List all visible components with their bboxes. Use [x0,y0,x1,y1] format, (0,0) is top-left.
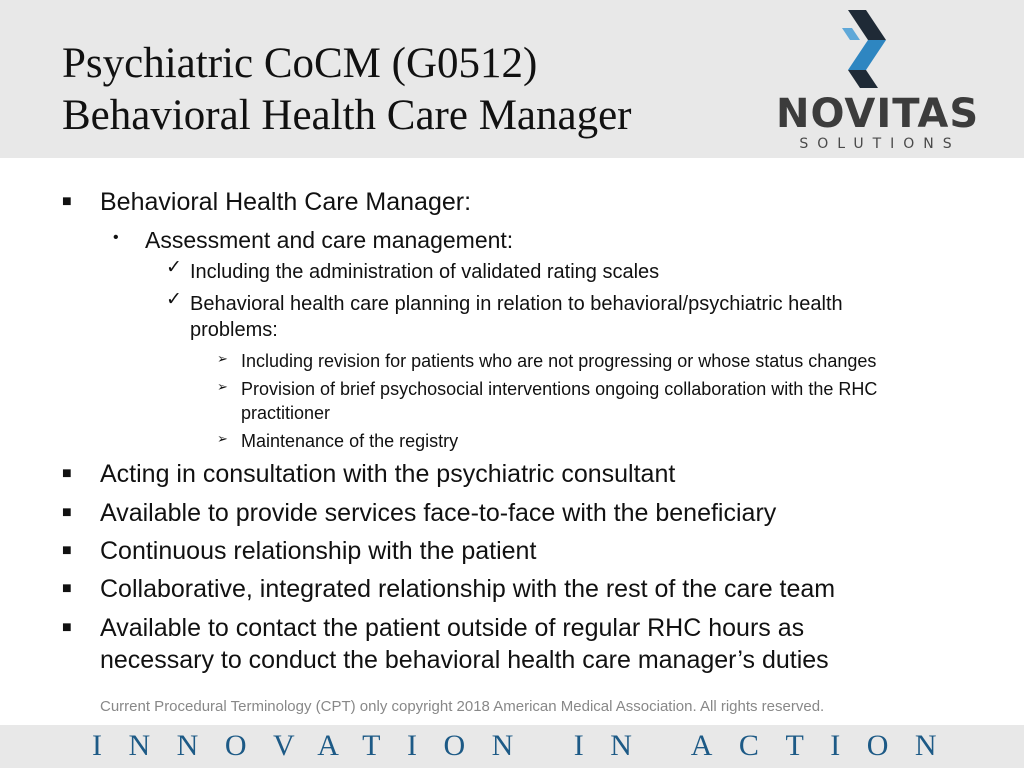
bullet-text-line-2: problems: [190,319,278,341]
bullet-text: Including revision for patients who are not progressing or whose status changes [241,351,877,371]
bullet-item [62,573,836,605]
title-line-2: Behavioral Health Care Manager [62,92,632,139]
arrow-bullet-icon: ➢ [217,379,228,394]
logo-subtitle: SOLUTIONS [799,136,961,152]
title-line-1: Psychiatric CoCM (G0512) [62,40,538,87]
bullet-text-line-2: necessary to conduct the behavioral health care manager’s duties [100,646,829,674]
bullet-text-line-1: Behavioral health care planning in relation to behavioral/psychiatric health [190,293,843,315]
bullet-text: Continuous relationship with the patient [100,537,537,565]
bullet-item [62,535,537,567]
novitas-ribbon-icon [838,10,896,92]
check-bullet-item [166,257,660,285]
slide-title [62,38,632,142]
arrow-bullet-item [217,429,459,453]
arrow-bullet-icon: ➢ [217,351,228,366]
checkmark-icon: ✓ [166,257,182,278]
arrow-bullet-item [217,349,877,373]
bullet-text-line-1: Provision of brief psychosocial interventions ongoing collaboration with the RHC [241,379,878,399]
bullet-text: Assessment and care management: [145,227,514,253]
bullet-text: Behavioral Health Care Manager: [100,188,472,216]
square-bullet-icon: ■ [62,580,72,597]
footer-bar [0,725,1024,768]
copyright-notice: Current Procedural Terminology (CPT) only copyright 2018 American Medical Association. All rights reserved. [100,698,825,715]
slide-header [0,0,1024,158]
arrow-bullet-icon: ➢ [217,431,228,446]
bullet-text: Maintenance of the registry [241,431,459,451]
check-bullet-item [166,289,843,343]
square-bullet-icon: ■ [62,193,72,210]
checkmark-icon: ✓ [166,289,182,310]
arrow-bullet-item [217,377,878,425]
square-bullet-icon: ■ [62,504,72,521]
bullet-text: Including the administration of validated rating scales [190,261,660,283]
bullet-text: Available to provide services face-to-face with the beneficiary [100,499,777,527]
bullet-text-line-2: practitioner [241,403,331,423]
square-bullet-icon: ■ [62,542,72,559]
bullet-item [62,612,829,676]
bullet-text: Acting in consultation with the psychiatric consultant [100,460,676,488]
square-bullet-icon: ■ [62,619,72,636]
footer-tagline: INNOVATION IN ACTION [92,729,964,762]
sub-bullet-item [113,226,514,254]
dot-bullet-icon: • [113,229,119,246]
square-bullet-icon: ■ [62,465,72,482]
bullet-item [62,186,472,218]
bullet-item [62,497,777,529]
bullet-text-line-1: Available to contact the patient outside of regular RHC hours as [100,614,805,642]
logo-name: NOVITAS [776,91,980,137]
bullet-item [62,458,676,490]
novitas-logo [776,10,980,152]
bullet-text: Collaborative, integrated relationship with the rest of the care team [100,575,836,603]
